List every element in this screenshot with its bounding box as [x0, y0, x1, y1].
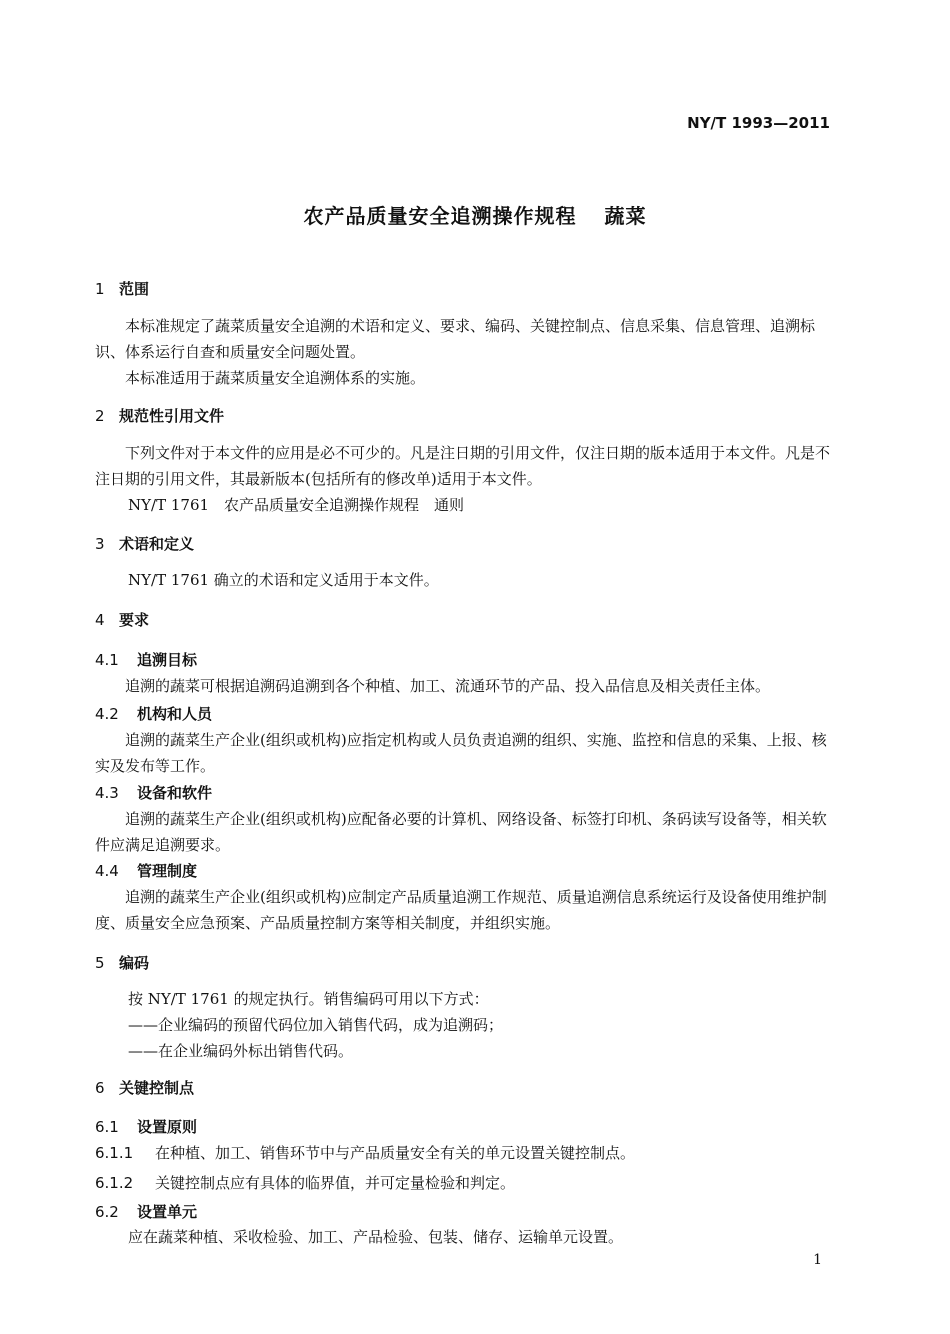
clause-number: 6.1.1 — [95, 1144, 134, 1162]
section-number: 6 — [95, 1079, 105, 1097]
section-6-1-2 — [95, 1170, 835, 1196]
section-1-paragraph-1: 本标准规定了蔬菜质量安全追溯的术语和定义、要求、编码、关键控制点、信息采集、信息管理、追溯标识、体系运行自查和质量安全问题处置。 — [95, 317, 816, 361]
section-2-heading — [95, 405, 224, 426]
section-number: 4.2 — [95, 705, 119, 723]
page-number: 1 — [813, 1252, 822, 1268]
section-6-1-heading — [95, 1116, 197, 1137]
section-title: 管理制度 — [137, 862, 198, 880]
section-5-heading — [95, 952, 149, 973]
section-4-4-heading — [95, 860, 197, 881]
section-number: 4.4 — [95, 862, 119, 880]
section-number: 4.3 — [95, 784, 119, 802]
section-4-2-heading — [95, 703, 212, 724]
section-number: 6.1 — [95, 1118, 119, 1136]
document-title — [0, 200, 950, 229]
section-4-heading — [95, 609, 149, 630]
section-6-1-1 — [95, 1140, 835, 1166]
section-title: 要求 — [119, 611, 150, 629]
section-title: 关键控制点 — [119, 1079, 195, 1097]
section-5-paragraph-1: 按 NY/T 1761 的规定执行。销售编码可用以下方式： — [128, 990, 489, 1008]
section-3-paragraph-1: NY/T 1761 确立的术语和定义适用于本文件。 — [128, 571, 439, 589]
clause-text: 在种植、加工、销售环节中与产品质量安全有关的单元设置关键控制点。 — [155, 1144, 636, 1162]
section-2-paragraph-1: 下列文件对于本文件的应用是必不可少的。凡是注日期的引用文件，仅注日期的版本适用于本文件。凡是不注日期的引用文件，其最新版本(包括所有的修改单)适用于本文件。 — [95, 444, 831, 488]
section-2-reference: NY/T 1761 农产品质量安全追溯操作规程 通则 — [128, 496, 465, 514]
section-5-list-item-1: ——企业编码的预留代码位加入销售代码，成为追溯码； — [128, 1016, 504, 1034]
section-title: 设置单元 — [137, 1203, 198, 1221]
section-1-paragraph-2: 本标准适用于蔬菜质量安全追溯体系的实施。 — [125, 369, 426, 387]
section-number: 4.1 — [95, 651, 119, 669]
section-title: 术语和定义 — [119, 535, 195, 553]
section-4-2-text: 追溯的蔬菜生产企业(组织或机构)应指定机构或人员负责追溯的组织、实施、监控和信息的采集、上报、核实及发布等工作。 — [95, 731, 827, 775]
section-title: 追溯目标 — [137, 651, 198, 669]
section-number: 4 — [95, 611, 105, 629]
section-6-2-heading — [95, 1201, 197, 1222]
section-number: 5 — [95, 954, 105, 972]
section-4-3-heading — [95, 782, 212, 803]
section-4-3-text: 追溯的蔬菜生产企业(组织或机构)应配备必要的计算机、网络设备、标签打印机、条码读写设备等，相关软件应满足追溯要求。 — [95, 810, 827, 854]
section-3-heading — [95, 533, 194, 554]
section-5-list-item-2: ——在企业编码外标出销售代码。 — [128, 1042, 354, 1060]
section-number: 3 — [95, 535, 105, 553]
standard-number: NY/T 1993—2011 — [687, 114, 830, 132]
section-number: 2 — [95, 407, 105, 425]
clause-text: 关键控制点应有具体的临界值，并可定量检验和判定。 — [155, 1174, 516, 1192]
section-6-2-text: 应在蔬菜种植、采收检验、加工、产品检验、包装、储存、运输单元设置。 — [128, 1228, 624, 1246]
section-4-1-heading — [95, 649, 197, 670]
section-4-4-text: 追溯的蔬菜生产企业(组织或机构)应制定产品质量追溯工作规范、质量追溯信息系统运行及设备使用维护制度、质量安全应急预案、产品质量控制方案等相关制度，并组织实施。 — [95, 888, 827, 932]
title-sub: 蔬菜 — [604, 204, 647, 228]
section-4-1-text: 追溯的蔬菜可根据追溯码追溯到各个种植、加工、流通环节的产品、投入品信息及相关责任主体。 — [125, 677, 771, 695]
section-number: 6.2 — [95, 1203, 119, 1221]
section-title: 规范性引用文件 — [119, 407, 225, 425]
section-title: 设备和软件 — [137, 784, 213, 802]
section-title: 设置原则 — [137, 1118, 198, 1136]
section-1-heading — [95, 278, 149, 299]
section-title: 机构和人员 — [137, 705, 213, 723]
section-title: 编码 — [119, 954, 150, 972]
title-main: 农产品质量安全追溯操作规程 — [303, 204, 577, 228]
section-number: 1 — [95, 280, 105, 298]
clause-number: 6.1.2 — [95, 1174, 134, 1192]
section-6-heading — [95, 1077, 194, 1098]
section-title: 范围 — [119, 280, 150, 298]
